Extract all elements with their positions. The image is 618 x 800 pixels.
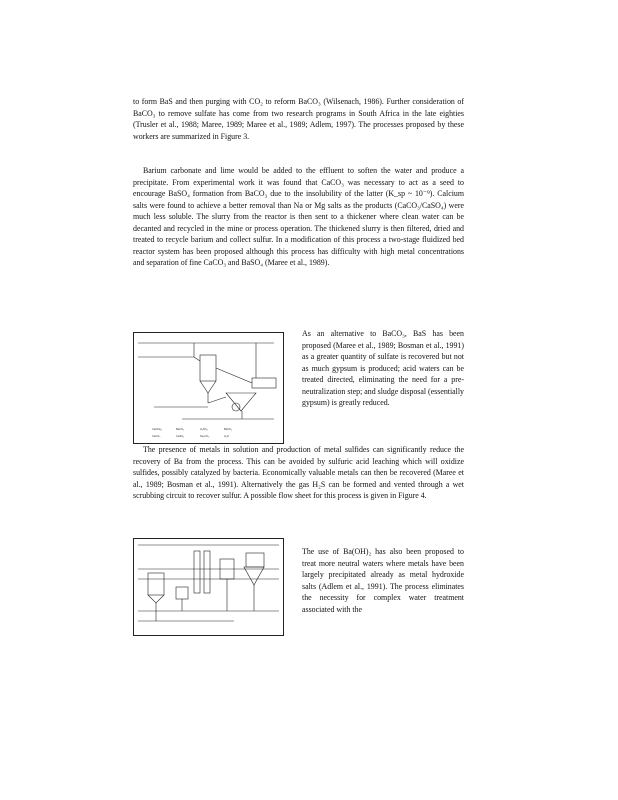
legend-item: CaSO₄ xyxy=(176,435,185,438)
legend-item: Ca(OH)₂ xyxy=(152,428,162,431)
paragraph-4: The presence of metals in solution and production of metal sulfides can significantly reduce the recovery of Ba from the process. This can be avoided by sulfuric acid leaching which will oxidize sulfides, possibly catalyzed by bacteria. Economically valuable metals can then be recovered (Maree et al., 1989; Bosman et al., 1991). Alternatively the gas H₂S can be formed and vented through a wet scrubbing circuit to recover sulfur. A possible flow sheet for this process is given in Figure 4. xyxy=(133,445,464,501)
paragraph-1: to form BaS and then purging with CO₂ to reform BaCO₃ (Wilsenach, 1986). Further consideration of BaCO₃ to remove sulfate has come from two research programs in South Africa in the late eighties (Trusler et al., 1988; Maree, 1989; Maree et al., 1989; Adlem, 1997). The processes proposed by these workers are summarized in Figure 3. xyxy=(133,97,464,141)
paragraph-2: Barium carbonate and lime would be added to the effluent to soften the water and produce a precipitate. From experimental work it was found that CaCO₃ was necessary to act as a seed to encourage BaSO₄ formation from BaCO₃ due to the insolubility of the latter (K_sp ~ 10⁻⁹). Calcium salts were found to achieve a better removal than Na or Mg salts as the products (CaCO₃/CaSO₄) were much less soluble. The slurry from the reactor is then sent to a thickener where clean water can be decanted and recycled in the mine or process operation. The thickened slurry is then filtered, dried and treated to recycle barium and collect sulfur. In a modification of this process a two-stage fluidized bed reactor system has been proposed although this process has difficulty with high metal concentrations and separation of fine CaCO₃ and BaSO₄ (Maree et al., 1989). xyxy=(133,166,464,268)
legend-item: H₂SO₄ xyxy=(200,428,208,431)
paragraph-5: The use of Ba(OH)₂ has also been proposed to treat more neutral waters where metals have been largely precipitated already as metal hydroxide salts (Adlem et al., 1991). The process eliminates the necessity for complex water treatment associated with the xyxy=(302,547,464,614)
legend-item: Na₂CO₃ xyxy=(200,435,210,438)
legend-item: CaCO₃ xyxy=(152,435,161,438)
figure-4-flow-diagram xyxy=(133,538,284,636)
paragraph-3: As an alternative to BaCO₃, BaS has been proposed (Maree et al., 1989; Bosman et al., 1991) as a greater quantity of sulfate is recovered but not as much gypsum is produced; acid waters can be treated directed, eliminating the need for a pre-neutralization step; and sludge disposal (essentially gypsum) is greatly reduced. xyxy=(302,329,464,408)
legend-item: BaCO₃ xyxy=(176,428,185,431)
legend-item: BaSO₄ xyxy=(224,428,232,431)
figure-3-flow-diagram xyxy=(133,332,284,444)
legend-item: H₂O xyxy=(224,435,229,438)
